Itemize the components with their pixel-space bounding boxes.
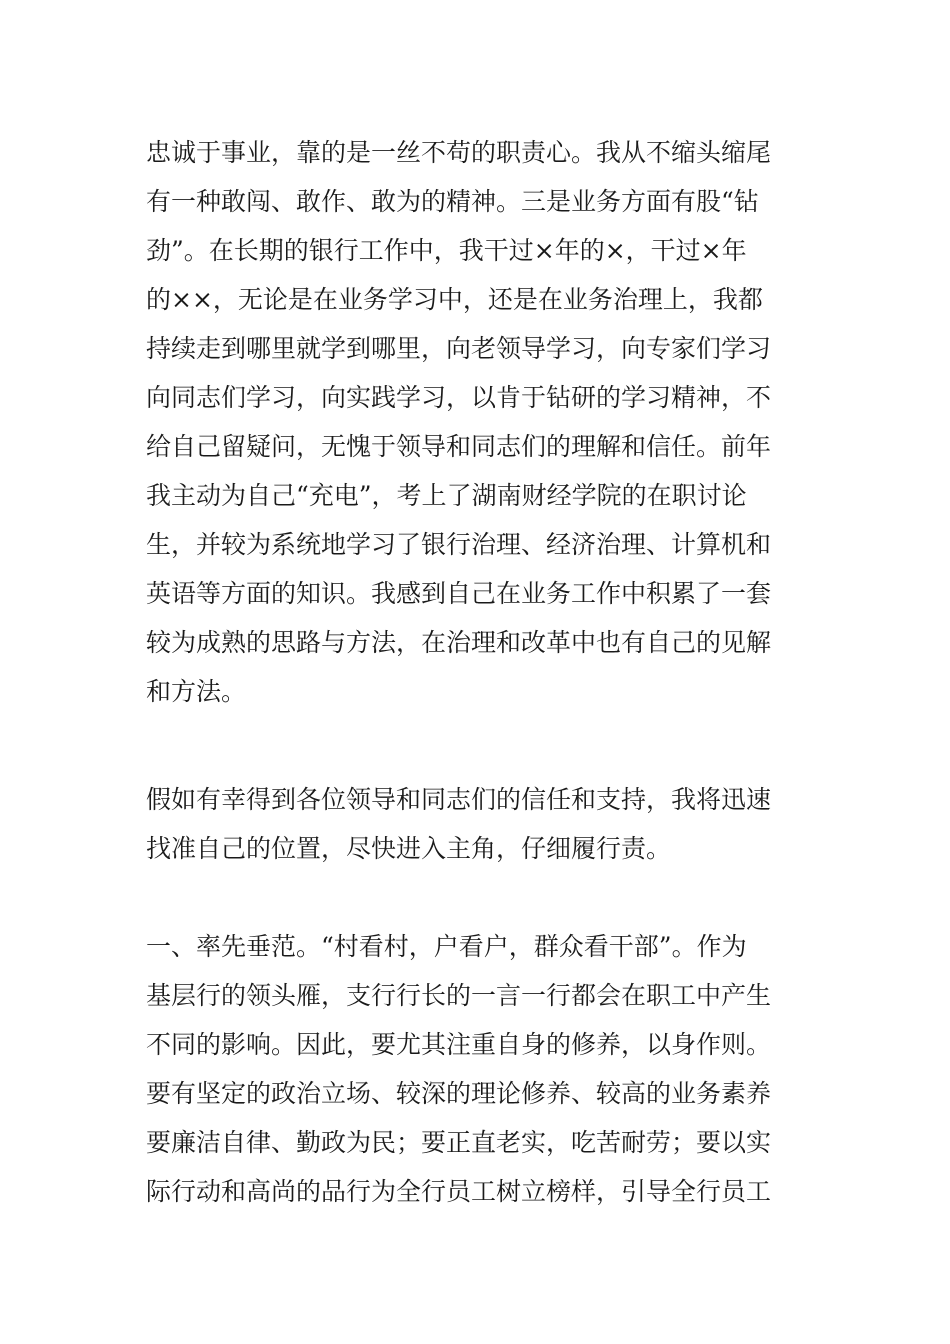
text-line: 给自己留疑问，无愧于领导和同志们的理解和信任。前年 xyxy=(146,432,772,461)
text-line: 向同志们学习，向实践学习，以肯于钻研的学习精神，不 xyxy=(146,383,772,412)
text-line: 找准自己的位置，尽快进入主角，仔细履行责。 xyxy=(146,834,672,863)
text-line: 要廉洁自律、勤政为民；要正直老实，吃苦耐劳；要以实 xyxy=(146,1128,772,1157)
paragraph-commitment xyxy=(146,775,816,873)
text-line: 的××，无论是在业务学习中，还是在业务治理上，我都 xyxy=(146,285,763,314)
text-line: 要有坚定的政治立场、较深的理论修养、较高的业务素养 xyxy=(146,1079,772,1108)
paragraph-experience xyxy=(146,128,816,716)
paragraph-lead-by-example xyxy=(146,922,816,1216)
text-line: 假如有幸得到各位领导和同志们的信任和支持，我将迅速 xyxy=(146,785,772,814)
text-line: 忠诚于事业，靠的是一丝不苟的职责心。我从不缩头缩尾 xyxy=(146,138,772,167)
text-line: 劲”。在长期的银行工作中，我干过×年的×，干过×年 xyxy=(146,236,747,265)
text-line: 我主动为自己“充电”，考上了湖南财经学院的在职讨论 xyxy=(146,481,747,510)
text-line: 一、率先垂范。“村看村，户看户，群众看干部”。作为 xyxy=(146,932,747,961)
text-line: 和方法。 xyxy=(146,677,247,706)
text-line: 不同的影响。因此，要尤其注重自身的修养，以身作则。 xyxy=(146,1030,772,1059)
text-line: 生，并较为系统地学习了银行治理、经济治理、计算机和 xyxy=(146,530,772,559)
text-line: 基层行的领头雁，支行行长的一言一行都会在职工中产生 xyxy=(146,981,772,1010)
text-line: 际行动和高尚的品行为全行员工树立榜样，引导全行员工 xyxy=(146,1177,772,1206)
text-line: 持续走到哪里就学到哪里，向老领导学习，向专家们学习 xyxy=(146,334,772,363)
text-line: 有一种敢闯、敢作、敢为的精神。三是业务方面有股“钻 xyxy=(146,187,759,216)
text-line: 较为成熟的思路与方法，在治理和改革中也有自己的见解 xyxy=(146,628,772,657)
text-line: 英语等方面的知识。我感到自己在业务工作中积累了一套 xyxy=(146,579,772,608)
